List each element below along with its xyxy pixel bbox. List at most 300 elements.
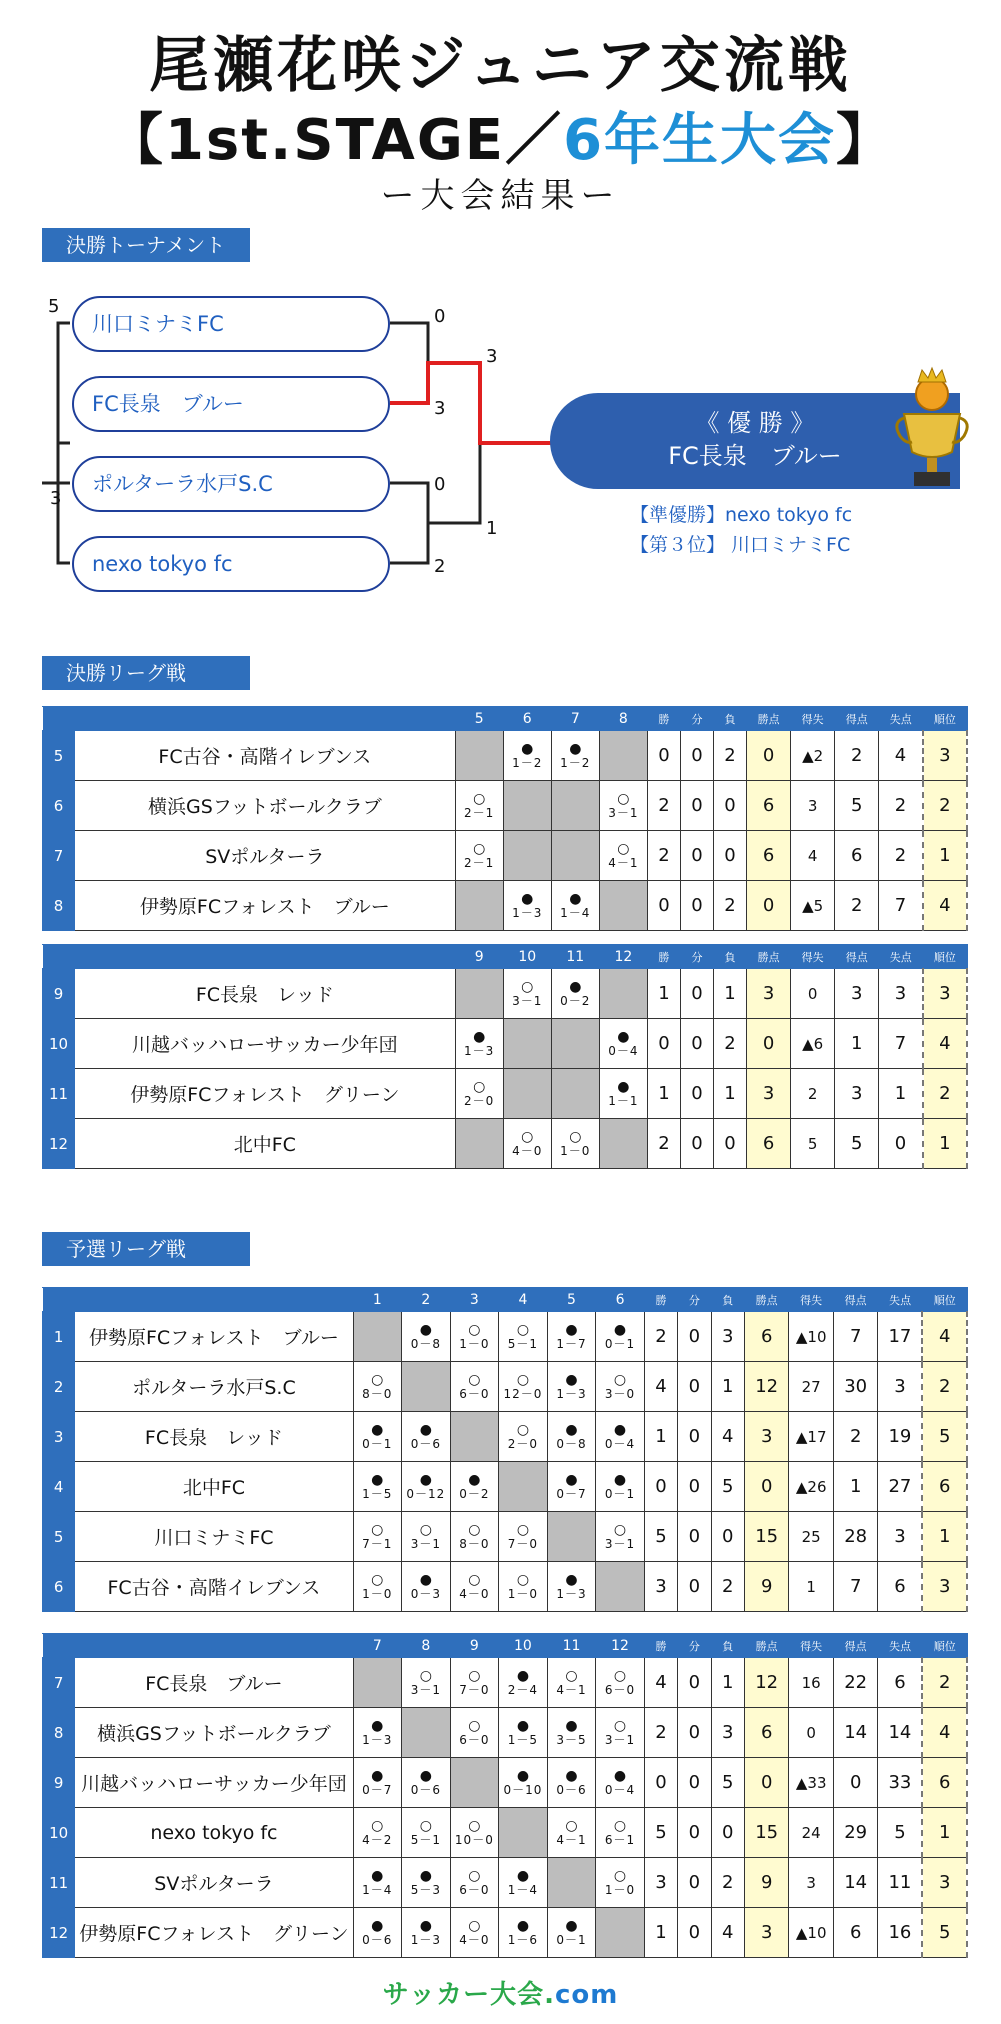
stat-d: 0 <box>680 831 713 881</box>
prelim-league-table-a <box>42 1287 968 1612</box>
match-result-cell <box>499 1858 548 1908</box>
table-row <box>43 1908 968 1958</box>
match-score: 6－0 <box>459 1386 490 1401</box>
match-score: 0－2 <box>560 993 591 1008</box>
opponent-col-header: 9 <box>450 1634 499 1658</box>
team-name: nexo tokyo fc <box>75 1808 353 1858</box>
stat-ga: 6 <box>878 1562 923 1612</box>
match-score: 1－6 <box>507 1932 539 1947</box>
stat-d: 0 <box>678 1562 711 1612</box>
header-blank <box>43 707 456 731</box>
table-row <box>43 1462 968 1512</box>
stat-l: 3 <box>711 1312 744 1362</box>
stat-col-header-pts: 勝点 <box>747 707 791 731</box>
stat-rank: 3 <box>922 1562 967 1612</box>
final-league-table-b <box>42 944 968 1169</box>
stat-ga: 17 <box>878 1312 923 1362</box>
result-symbol: ● <box>565 1471 578 1488</box>
prelim-league-table-b <box>42 1633 968 1958</box>
stat-ga: 1 <box>879 1069 923 1119</box>
team-name: 川越バッハローサッカー少年団 <box>75 1758 353 1808</box>
match-score: 4－0 <box>459 1586 490 1601</box>
stat-gf: 14 <box>833 1858 878 1908</box>
stat-rank: 4 <box>922 1312 967 1362</box>
match-result-cell <box>596 1708 645 1758</box>
stat-d: 0 <box>680 781 713 831</box>
stat-l: 2 <box>714 731 747 781</box>
team-number: 9 <box>43 1758 75 1808</box>
result-symbol: ○ <box>613 1521 627 1538</box>
stat-pts: 12 <box>744 1658 789 1708</box>
match-result-cell <box>450 1908 499 1958</box>
result-symbol: ○ <box>473 840 486 857</box>
self-match-cell <box>503 831 551 881</box>
stat-d: 0 <box>678 1512 711 1562</box>
stat-ga: 2 <box>879 781 923 831</box>
section-final-league: 決勝リーグ戦 <box>42 656 250 690</box>
stat-l: 4 <box>711 1412 744 1462</box>
match-score: 0－4 <box>608 1043 639 1058</box>
match-result-cell <box>450 1562 499 1612</box>
team-number: 8 <box>43 881 75 931</box>
match-result-cell <box>596 1512 645 1562</box>
match-score: 4－2 <box>362 1832 393 1847</box>
match-result-cell <box>596 1412 645 1462</box>
match-score: 5－3 <box>410 1882 441 1897</box>
bracket-team-4: nexo tokyo fc <box>72 536 390 592</box>
result-symbol: ● <box>371 1471 384 1488</box>
stat-l: 1 <box>711 1658 744 1708</box>
stat-rank: 4 <box>922 1708 967 1758</box>
table-row <box>43 1708 968 1758</box>
stat-rank: 4 <box>923 881 967 931</box>
match-result-cell <box>599 1019 647 1069</box>
team-name: 川口ミナミFC <box>75 1512 353 1562</box>
match-score: 1－4 <box>362 1882 393 1897</box>
team-number: 10 <box>43 1019 75 1069</box>
stat-w: 0 <box>647 881 680 931</box>
table-row <box>43 1658 968 1708</box>
result-symbol: ○ <box>468 1371 481 1388</box>
match-score: 7－0 <box>507 1536 539 1551</box>
team-number: 12 <box>43 1119 75 1169</box>
stat-diff: 3 <box>789 1858 834 1908</box>
opponent-col-header: 7 <box>551 707 599 731</box>
stat-ga: 0 <box>879 1119 923 1169</box>
match-result-cell <box>596 1808 645 1858</box>
match-result-cell <box>402 1658 451 1708</box>
match-score: 1－5 <box>507 1732 539 1747</box>
third-place: 【第３位】 川口ミナミFC <box>630 534 851 556</box>
match-score: 1－3 <box>556 1386 587 1401</box>
stat-col-header-d: 分 <box>680 945 713 969</box>
bracket-score: 5 <box>48 296 60 317</box>
table-row <box>43 1019 968 1069</box>
stat-gf: 2 <box>833 1412 878 1462</box>
stat-gf: 28 <box>833 1512 878 1562</box>
result-symbol: ● <box>569 890 582 907</box>
stat-w: 2 <box>647 831 680 881</box>
match-score: 1－5 <box>362 1486 393 1501</box>
match-score: 6－1 <box>604 1832 636 1847</box>
match-score: 0－7 <box>362 1782 393 1797</box>
match-score: 0－7 <box>556 1486 587 1501</box>
result-symbol: ● <box>371 1767 384 1784</box>
opponent-col-header: 2 <box>402 1288 451 1312</box>
opponent-col-header: 10 <box>503 945 551 969</box>
stat-l: 2 <box>711 1562 744 1612</box>
match-score: 0－2 <box>459 1486 490 1501</box>
stat-col-header-ga: 失点 <box>879 945 923 969</box>
match-result-cell <box>402 1312 451 1362</box>
bracket-score: 0 <box>434 306 446 327</box>
self-match-cell <box>455 969 503 1019</box>
stat-l: 1 <box>714 1069 747 1119</box>
match-result-cell <box>551 881 599 931</box>
result-symbol: ○ <box>468 1521 481 1538</box>
match-score: 4－0 <box>512 1143 543 1158</box>
stat-w: 0 <box>647 1019 680 1069</box>
stat-rank: 3 <box>923 969 967 1019</box>
champion-label: 《 優 勝 》 <box>695 409 815 437</box>
table-header-row <box>43 945 968 969</box>
result-symbol: ○ <box>371 1571 384 1588</box>
match-result-cell <box>353 1562 402 1612</box>
self-match-cell <box>599 731 647 781</box>
stat-col-header-gf: 得点 <box>835 707 879 731</box>
result-symbol: ● <box>613 1471 627 1488</box>
match-result-cell <box>353 1708 402 1758</box>
team-number: 5 <box>43 731 75 781</box>
stat-diff: 25 <box>789 1512 834 1562</box>
stat-l: 2 <box>714 1019 747 1069</box>
result-symbol: ● <box>419 1421 432 1438</box>
result-symbol: ○ <box>468 1817 481 1834</box>
stat-diff: 24 <box>789 1808 834 1858</box>
team-number: 5 <box>43 1512 75 1562</box>
match-result-cell <box>547 1808 596 1858</box>
match-score: 0－6 <box>410 1436 441 1451</box>
match-result-cell <box>499 1758 548 1808</box>
match-result-cell <box>551 1119 599 1169</box>
stat-ga: 5 <box>878 1808 923 1858</box>
match-result-cell <box>547 1362 596 1412</box>
stat-rank: 5 <box>922 1412 967 1462</box>
match-score: 0－8 <box>556 1436 587 1451</box>
stat-rank: 1 <box>922 1808 967 1858</box>
match-score: 3－1 <box>604 1732 636 1747</box>
match-result-cell <box>353 1808 402 1858</box>
match-result-cell <box>353 1908 402 1958</box>
match-score: 1－3 <box>556 1586 587 1601</box>
result-symbol: ○ <box>521 1128 534 1145</box>
subtitle-close: 】 <box>836 108 895 173</box>
match-result-cell <box>450 1708 499 1758</box>
stat-rank: 2 <box>922 1362 967 1412</box>
team-number: 12 <box>43 1908 75 1958</box>
site-logo-dot: . <box>544 1980 555 2010</box>
match-score: 0－1 <box>604 1336 636 1351</box>
team-name: FC長泉 レッド <box>75 1412 353 1462</box>
opponent-col-header: 10 <box>499 1634 548 1658</box>
subtitle-grade: 6年生大会 <box>563 108 837 173</box>
result-symbol: ● <box>617 1078 630 1095</box>
stat-col-header-pts: 勝点 <box>747 945 791 969</box>
match-result-cell <box>547 1908 596 1958</box>
self-match-cell <box>402 1708 451 1758</box>
match-score: 6－0 <box>604 1682 636 1697</box>
match-result-cell <box>353 1362 402 1412</box>
bracket-score: 0 <box>434 474 446 495</box>
match-score: 1－7 <box>556 1336 587 1351</box>
result-symbol: ● <box>468 1471 481 1488</box>
stat-col-header-rank: 順位 <box>922 1634 967 1658</box>
match-result-cell <box>499 1908 548 1958</box>
stat-d: 0 <box>678 1412 711 1462</box>
team-number: 9 <box>43 969 75 1019</box>
result-symbol: ○ <box>613 1371 627 1388</box>
stat-w: 0 <box>647 731 680 781</box>
table-header-row <box>43 707 968 731</box>
stat-ga: 14 <box>878 1708 923 1758</box>
result-symbol: ○ <box>516 1321 530 1338</box>
stat-rank: 2 <box>923 781 967 831</box>
opponent-col-header: 4 <box>499 1288 548 1312</box>
stat-ga: 3 <box>878 1512 923 1562</box>
result-symbol: ● <box>371 1867 384 1884</box>
result-symbol: ○ <box>613 1817 627 1834</box>
self-match-cell <box>455 881 503 931</box>
stat-col-header-diff: 得失 <box>791 707 835 731</box>
runner-up: 【準優勝】nexo tokyo fc <box>630 504 853 526</box>
self-match-cell <box>596 1562 645 1612</box>
self-match-cell <box>599 881 647 931</box>
stat-gf: 2 <box>835 881 879 931</box>
match-score: 1－3 <box>362 1732 393 1747</box>
match-score: 0－4 <box>604 1782 636 1797</box>
match-result-cell <box>450 1312 499 1362</box>
match-result-cell <box>450 1462 499 1512</box>
match-score: 4－0 <box>459 1932 490 1947</box>
stat-w: 3 <box>644 1858 677 1908</box>
stat-d: 0 <box>680 1019 713 1069</box>
match-score: 5－1 <box>410 1832 441 1847</box>
stat-gf: 6 <box>835 831 879 881</box>
result-symbol: ● <box>473 1028 486 1045</box>
result-symbol: ● <box>419 1867 432 1884</box>
bracket-team-1: 川口ミナミFC <box>72 296 390 352</box>
stat-gf: 1 <box>835 1019 879 1069</box>
match-score: 2－0 <box>507 1436 539 1451</box>
self-match-cell <box>353 1658 402 1708</box>
page-title: 尾瀬花咲ジュニア交流戦 <box>149 31 852 101</box>
match-result-cell <box>499 1312 548 1362</box>
stat-l: 0 <box>711 1808 744 1858</box>
stat-diff: 16 <box>789 1658 834 1708</box>
match-result-cell <box>503 881 551 931</box>
result-symbol: ● <box>569 740 582 757</box>
opponent-col-header: 7 <box>353 1634 402 1658</box>
bracket-line-bottom <box>390 523 428 563</box>
bracket-score: 2 <box>434 556 446 577</box>
result-symbol: ○ <box>617 790 630 807</box>
team-number: 11 <box>43 1858 75 1908</box>
final-league-table-a <box>42 706 968 931</box>
stat-rank: 3 <box>922 1858 967 1908</box>
match-result-cell <box>503 731 551 781</box>
stat-ga: 2 <box>879 831 923 881</box>
result-symbol: ○ <box>419 1817 432 1834</box>
result-symbol: ○ <box>419 1521 432 1538</box>
self-match-cell <box>599 1119 647 1169</box>
result-symbol: ○ <box>617 840 630 857</box>
stat-gf: 3 <box>835 969 879 1019</box>
result-symbol: ● <box>613 1321 627 1338</box>
stat-pts: 0 <box>747 881 791 931</box>
result-symbol: ○ <box>516 1371 530 1388</box>
self-match-cell <box>353 1312 402 1362</box>
team-number: 1 <box>43 1312 75 1362</box>
stat-col-header-diff: 得失 <box>789 1634 834 1658</box>
result-symbol: ● <box>419 1767 432 1784</box>
result-symbol: ○ <box>468 1717 481 1734</box>
match-score: 1－0 <box>459 1336 490 1351</box>
match-result-cell <box>596 1312 645 1362</box>
match-result-cell <box>353 1512 402 1562</box>
stat-pts: 0 <box>744 1462 789 1512</box>
stat-pts: 3 <box>744 1412 789 1462</box>
site-logo-text: サッカー大会 <box>382 1980 545 2010</box>
stat-l: 4 <box>711 1908 744 1958</box>
result-symbol: ○ <box>468 1667 481 1684</box>
stat-pts: 0 <box>747 731 791 781</box>
match-result-cell <box>402 1462 451 1512</box>
stat-d: 0 <box>680 1069 713 1119</box>
match-result-cell <box>402 1808 451 1858</box>
stat-gf: 5 <box>835 1119 879 1169</box>
match-score: 0－8 <box>410 1336 441 1351</box>
stat-rank: 3 <box>923 731 967 781</box>
stat-w: 2 <box>644 1312 677 1362</box>
opponent-col-header: 6 <box>503 707 551 731</box>
result-symbol: ● <box>565 1371 578 1388</box>
match-result-cell <box>547 1658 596 1708</box>
result-symbol: ● <box>613 1767 627 1784</box>
match-score: 1－3 <box>464 1043 495 1058</box>
match-score: 0－1 <box>556 1932 587 1947</box>
self-match-cell <box>551 1069 599 1119</box>
stat-col-header-d: 分 <box>678 1634 711 1658</box>
match-score: 7－0 <box>459 1682 490 1697</box>
opponent-col-header: 12 <box>599 945 647 969</box>
stat-rank: 4 <box>923 1019 967 1069</box>
stat-col-header-ga: 失点 <box>878 1634 923 1658</box>
match-score: 8－0 <box>362 1386 393 1401</box>
match-score: 2－0 <box>464 1093 495 1108</box>
stat-l: 3 <box>711 1708 744 1758</box>
table-row <box>43 1362 968 1412</box>
stat-gf: 1 <box>833 1462 878 1512</box>
opponent-col-header: 9 <box>455 945 503 969</box>
team-number: 11 <box>43 1069 75 1119</box>
stat-l: 0 <box>714 781 747 831</box>
stat-ga: 6 <box>878 1658 923 1708</box>
stat-pts: 3 <box>747 1069 791 1119</box>
match-score: 1－0 <box>507 1586 539 1601</box>
result-symbol: ● <box>569 978 582 995</box>
table-row <box>43 1512 968 1562</box>
stat-diff: ▲33 <box>789 1758 834 1808</box>
result-symbol: ● <box>419 1571 432 1588</box>
stat-d: 0 <box>678 1908 711 1958</box>
stat-ga: 7 <box>879 881 923 931</box>
stat-rank: 1 <box>923 831 967 881</box>
stat-ga: 33 <box>878 1758 923 1808</box>
result-symbol: ● <box>419 1321 432 1338</box>
match-result-cell <box>455 1069 503 1119</box>
match-result-cell <box>402 1858 451 1908</box>
result-symbol: ● <box>565 1917 578 1934</box>
table-row <box>43 1858 968 1908</box>
result-symbol: ○ <box>419 1667 432 1684</box>
result-symbol: ● <box>371 1917 384 1934</box>
stat-col-header-rank: 順位 <box>923 945 967 969</box>
result-symbol: ○ <box>613 1867 627 1884</box>
match-score: 0－1 <box>604 1486 636 1501</box>
match-result-cell <box>455 1019 503 1069</box>
match-result-cell <box>547 1708 596 1758</box>
match-result-cell <box>353 1858 402 1908</box>
bracket-line-top <box>390 323 428 363</box>
result-symbol: ○ <box>468 1321 481 1338</box>
match-score: 0－1 <box>362 1436 393 1451</box>
stat-col-header-l: 負 <box>711 1634 744 1658</box>
result-symbol: ○ <box>473 1078 486 1095</box>
team-number: 6 <box>43 1562 75 1612</box>
stat-w: 4 <box>644 1362 677 1412</box>
match-score: 3－1 <box>512 993 543 1008</box>
result-symbol: ○ <box>371 1817 384 1834</box>
stat-ga: 19 <box>878 1412 923 1462</box>
stat-pts: 12 <box>744 1362 789 1412</box>
result-symbol: ● <box>371 1421 384 1438</box>
result-symbol: ● <box>516 1917 530 1934</box>
stat-d: 0 <box>680 881 713 931</box>
header-blank <box>43 945 456 969</box>
match-score: 6－0 <box>459 1882 490 1897</box>
match-result-cell <box>551 731 599 781</box>
stat-pts: 0 <box>744 1758 789 1808</box>
trophy-icon <box>892 366 972 496</box>
self-match-cell <box>503 1019 551 1069</box>
match-result-cell <box>599 831 647 881</box>
stat-col-header-diff: 得失 <box>789 1288 834 1312</box>
bracket-team-3: ポルターラ水戸S.C <box>72 456 390 512</box>
stat-diff: ▲6 <box>791 1019 835 1069</box>
result-symbol: ● <box>371 1717 384 1734</box>
stat-rank: 6 <box>922 1758 967 1808</box>
match-result-cell <box>599 1069 647 1119</box>
self-match-cell <box>596 1908 645 1958</box>
table-row <box>43 969 968 1019</box>
match-score: 3－5 <box>556 1732 587 1747</box>
stat-pts: 6 <box>747 831 791 881</box>
result-symbol: ● <box>419 1917 432 1934</box>
result-symbol: ● <box>565 1321 578 1338</box>
stat-l: 5 <box>711 1462 744 1512</box>
result-symbol: ● <box>617 1028 630 1045</box>
stat-diff: 0 <box>791 969 835 1019</box>
